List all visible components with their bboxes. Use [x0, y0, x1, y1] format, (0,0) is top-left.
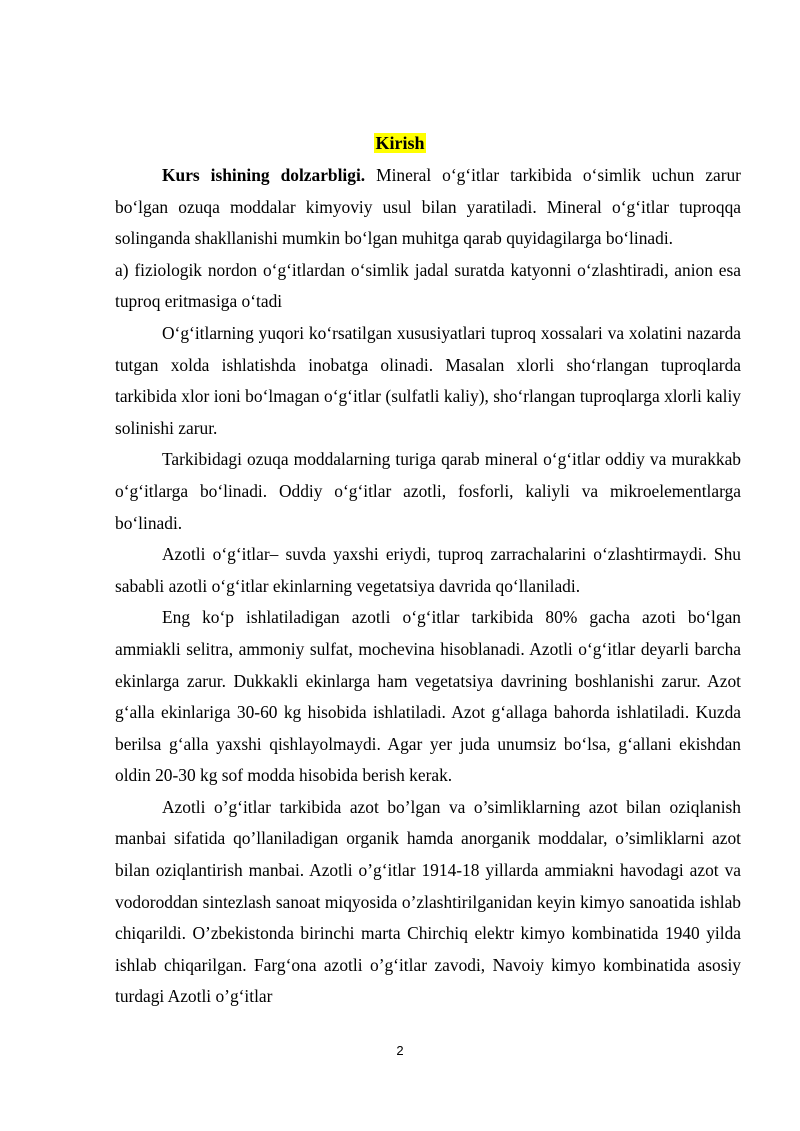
body-text	[115, 160, 741, 1013]
paragraph: O‘g‘itlarning yuqori ko‘rsatilgan xususiyatlari tuproq xossalari va xolatini nazarda tutgan xolda ishlatishda inobatga olinadi. Masalan xlorli sho‘rlangan tuproqlarda tarkibida xlor ioni bo‘lmagan o‘g‘itlar (sulfatli kaliy), sho‘rlangan tuproqlarga xlorli kaliy solinishi zarur.	[115, 322, 741, 438]
page-number: 2	[396, 1043, 404, 1058]
section-title	[0, 129, 800, 157]
lead-in-bold: Kurs ishining dolzarbligi.	[162, 165, 366, 185]
paragraph-relevance	[115, 160, 741, 255]
paragraph: Eng ko‘p ishlatiladigan azotli o‘g‘itlar tarkibida 80% gacha azoti bo‘lgan ammiakli selitra, ammoniy sulfat, mochevina hisoblanadi. Azotli o‘g‘itlar deyarli barcha ekinlarga zarur. Dukkakli ekinlarga ham vegetatsiya davrining boshlanishi zarur. Azot g‘alla ekinlariga 30-60 kg hisobida ishlatiladi. Azot g‘allaga bahorda ishlatiladi. Kuzda berilsa g‘alla yaxshi qishlayolmaydi. Agar yer juda unumsiz bo‘lsa, g‘allani ekishdan oldin 20-30 kg sof modda hisobida berish kerak.	[115, 607, 741, 786]
highlighted-heading: Kirish	[375, 133, 425, 153]
paragraph-text: Mineral o‘g‘itlar tarkibida o‘simlik uchun zarur bo‘lgan ozuqa moddalar kimyoviy usul bilan yaratiladi. Mineral o‘g‘itlar tuproqqa solinganda shakllanishi mumkin bo‘lgan muhitga qarab quyidagilarga bo‘linadi.	[115, 165, 741, 249]
paragraph: Azotli o’g‘itlar tarkibida azot bo’lgan va o’simliklarning azot bilan oziqlanish manbai sifatida qo’llaniladigan organik hamda anorganik moddalar, o’simliklarni azot bilan oziqlantirish manbai. Azotli o’g‘itlar 1914-18 yillarda ammiakni havodagi azot va vodoroddan sintezlash sanoat miqyosida o’zlashtirilganidan keyin kimyo sanoatida ishlab chiqarildi. O’zbekistonda birinchi marta Chirchiq elektr kimyo kombinatida 1940 yilda ishlab chiqarilgan. Farg‘ona azotli o’g‘itlar zavodi, Navoiy kimyo kombinatida asosiy turdagi Azotli o’g‘itlar	[115, 796, 741, 1007]
paragraph-list-item: a) fiziologik nordon o‘g‘itlardan o‘simlik jadal suratda katyonni o‘zlashtiradi, anion esa tuproq eritmasiga o‘tadi	[115, 259, 741, 312]
paragraph: Azotli o‘g‘itlar– suvda yaxshi eriydi, tuproq zarrachalarini o‘zlashtirmaydi. Shu sababli azotli o‘g‘itlar ekinlarning vegetatsiya davrida qo‘llaniladi.	[115, 544, 741, 596]
paragraph: Tarkibidagi ozuqa moddalarning turiga qarab mineral o‘g‘itlar oddiy va murakkab o‘g‘itlarga bo‘linadi. Oddiy o‘g‘itlar azotli, fosforli, kaliyli va mikroelementlarga bo‘linadi.	[115, 449, 741, 533]
